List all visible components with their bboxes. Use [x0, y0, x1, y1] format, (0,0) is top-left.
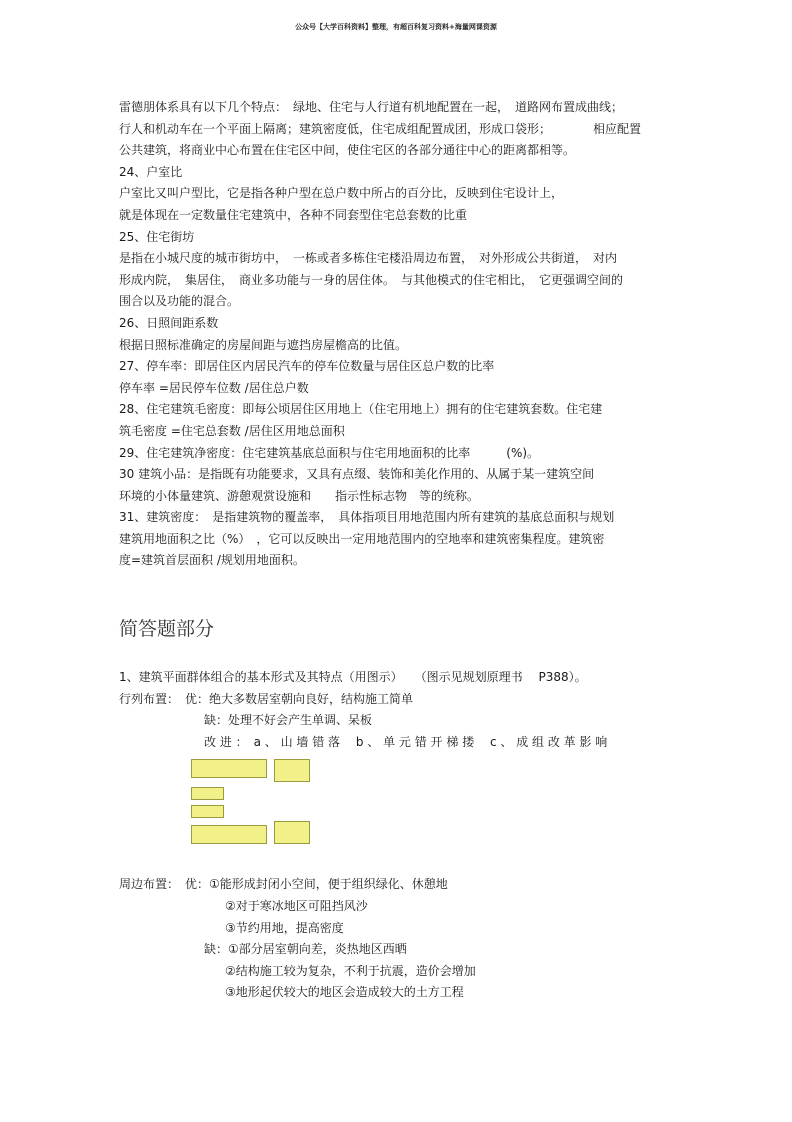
row-layout-improvement: 改 进 ： a 、 山 墙 错 落 b 、 单 元 错 开 梯 搂 c 、 成 组 改 革 影 响 [204, 734, 608, 749]
paragraph-line: 停车率 =居民停车位数 /居住总户数 [119, 380, 309, 395]
term-heading: 26、日照间距系数 [119, 315, 219, 330]
paragraph-line: 行人和机动车在一个平面上隔离；建筑密度低，住宅成组配置成团，形成口袋形； 相应配置 [119, 121, 642, 136]
paragraph-line: 就是体现在一定数量住宅建筑中，各种不同套型住宅总套数的比重 [119, 207, 468, 222]
paragraph-line: 是指在小城尺度的城市街坊中， 一栋或者多栋住宅楼沿周边布置， 对外形成公共街道， 对内 [119, 251, 618, 266]
paragraph-line: 筑毛密度 =住宅总套数 /居住区用地总面积 [119, 423, 345, 438]
term-heading: 29、住宅建筑净密度：住宅建筑基底总面积与住宅用地面积的比率 (%)。 [119, 445, 540, 460]
document-body [119, 97, 679, 1004]
paragraph-line: 度=建筑首层面积 /规划用地面积。 [119, 553, 305, 568]
paragraph-line: 建筑用地面积之比（%） ，它可以反映出一定用地范围内的空地率和建筑密集程度。建筑密 [119, 531, 605, 546]
term-heading: 25、住宅街坊 [119, 229, 195, 244]
building-block [191, 787, 224, 800]
building-block [191, 825, 267, 844]
perimeter-disadvantage-item: ③地形起伏较大的地区会造成较大的土方工程 [225, 985, 464, 1000]
paragraph-line: 公共建筑，将商业中心布置在住宅区中间，使住宅区的各部分通往中心的距离都相等。 [119, 143, 576, 158]
paragraph-line: 雷德朋体系具有以下几个特点： 绿地、住宅与人行道有机地配置在一起， 道路网布置成曲线； [119, 100, 624, 114]
term-heading: 30 建筑小品：是指既有功能要求，又具有点缀、装饰和美化作用的、从属于某一建筑空间 [119, 467, 595, 482]
page-header: 公众号【大学百科资料】整理，有超百科复习资料+海量网课资源 [295, 23, 497, 31]
term-heading: 24、户室比 [119, 164, 183, 179]
question-heading: 1、建筑平面群体组合的基本形式及其特点（用图示） （图示见规划原理书 P388）。 [119, 670, 587, 685]
perimeter-disadvantage-item: ②结构施工较为复杂，不利于抗震，造价会增加 [225, 963, 476, 978]
building-block [191, 759, 267, 778]
building-block [274, 759, 310, 782]
section-title: 简答题部分 [119, 618, 215, 641]
paragraph-line: 户室比又叫户型比，它是指各种户型在总户数中所占的百分比，反映到住宅设计上， [119, 186, 564, 201]
term-heading: 27、停车率：即居住区内居民汽车的停车位数量与居住区总户数的比率 [119, 359, 495, 374]
building-block [191, 805, 224, 818]
term-heading: 28、住宅建筑毛密度：即每公顷居住区用地上（住宅用地上）拥有的住宅建筑套数。住宅建 [119, 402, 603, 417]
perimeter-layout-advantage: 周边布置： 优：①能形成封闭小空间，便于组织绿化、休憩地 [119, 877, 448, 892]
paragraph-line: 形成内院， 集居住， 商业多功能与一身的居住体。 与其他模式的住宅相比， 它更强调空间的 [119, 272, 624, 287]
row-layout-diagram [191, 759, 679, 874]
paragraph-line: 环境的小体量建筑、游憩观赏设施和 指示性标志物 等的统称。 [119, 488, 480, 503]
perimeter-advantage-item: ②对于寒冰地区可阻挡风沙 [225, 899, 368, 914]
building-block [274, 821, 310, 844]
row-layout-advantage: 行列布置： 优：绝大多数居室朝向良好，结构施工简单 [119, 691, 414, 706]
paragraph-line: 围合以及功能的混合。 [119, 294, 240, 309]
term-heading: 31、建筑密度： 是指建筑物的覆盖率， 具体指项目用地范围内所有建筑的基底总面积与规划 [119, 510, 615, 525]
paragraph-line: 根据日照标准确定的房屋间距与遮挡房屋檐高的比值。 [119, 337, 408, 352]
row-layout-disadvantage: 缺：处理不好会产生单调、呆板 [204, 713, 373, 728]
perimeter-advantage-item: ③节约用地，提高密度 [225, 920, 344, 935]
perimeter-disadvantage: 缺：①部分居室朝向差，炎热地区西晒 [204, 942, 407, 957]
